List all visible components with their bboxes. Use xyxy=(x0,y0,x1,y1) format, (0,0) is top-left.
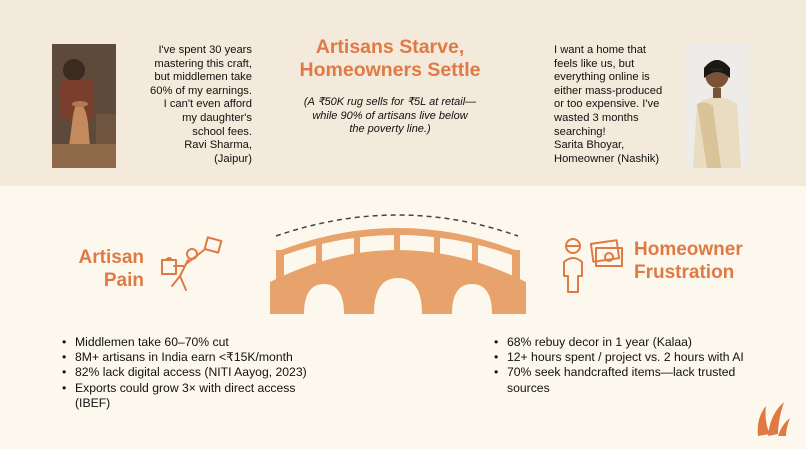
quote-line: mastering this craft, xyxy=(154,57,252,70)
quote-line: but middlemen take xyxy=(154,71,252,84)
list-item: • 8M+ artisans in India earn <₹15K/month xyxy=(60,350,330,365)
quote-line: either mass-produced xyxy=(554,84,663,97)
quote-line: wasted 3 months xyxy=(554,111,639,124)
homeowner-frustration-list xyxy=(492,335,762,396)
quote-line: I want a home that xyxy=(554,44,647,56)
list-item: • Middlemen take 60–70% cut xyxy=(60,335,330,350)
quote-line: my daughter's xyxy=(182,111,252,124)
list-item: • 82% lack digital access (NITI Aayog, 2023) xyxy=(60,365,330,380)
bridge-icon xyxy=(268,206,528,329)
heading-line: Artisan xyxy=(78,247,144,268)
artisan-pain-heading xyxy=(60,246,144,292)
quote-line: I can't even afford xyxy=(163,98,252,111)
artisan-pain-icon xyxy=(158,236,224,301)
quote-location: Homeowner (Nashik) xyxy=(554,152,660,165)
heading-line: Homeowner xyxy=(634,239,743,260)
page-title xyxy=(280,36,500,82)
heading-line: Pain xyxy=(103,270,144,291)
quote-line: everything online is xyxy=(554,71,650,84)
homeowner-photo xyxy=(685,44,749,168)
artisan-photo xyxy=(52,44,116,168)
quote-line: searching! xyxy=(554,125,606,138)
quote-line: 60% of my earnings. xyxy=(150,84,252,97)
heading-line: Frustration xyxy=(634,262,735,283)
list-item: • 68% rebuy decor in 1 year (Kalaa) xyxy=(492,335,762,350)
page-subtitle xyxy=(290,96,490,137)
title-line: Homeowners Settle xyxy=(299,59,481,81)
quote-line: I've spent 30 years xyxy=(158,44,252,56)
artisan-quote xyxy=(132,44,252,166)
subtitle-line: (A ₹50K rug sells for ₹5L at retail— xyxy=(303,96,477,108)
quote-line: feels like us, but xyxy=(554,57,635,70)
quote-author: Ravi Sharma, xyxy=(184,139,252,152)
artisan-pain-list xyxy=(60,335,330,411)
list-item: • 12+ hours spent / project vs. 2 hours with AI xyxy=(492,350,762,365)
homeowner-frustration-icon xyxy=(560,236,626,301)
quote-line: or too expensive. I've xyxy=(554,98,660,111)
subtitle-line: the poverty line.) xyxy=(349,123,431,136)
title-line: Artisans Starve, xyxy=(315,36,465,58)
quote-author: Sarita Bhoyar, xyxy=(554,139,625,152)
list-item: • Exports could grow 3× with direct access (IBEF) xyxy=(60,381,330,411)
quote-line: school fees. xyxy=(192,125,252,138)
list-item: • 70% seek handcrafted items—lack trusted sources xyxy=(492,365,762,395)
quote-location: (Jaipur) xyxy=(214,152,252,165)
homeowner-quote xyxy=(554,44,678,166)
homeowner-frustration-heading xyxy=(634,238,774,284)
subtitle-line: while 90% of artisans live below xyxy=(312,109,468,122)
brand-logo-icon xyxy=(752,396,792,443)
